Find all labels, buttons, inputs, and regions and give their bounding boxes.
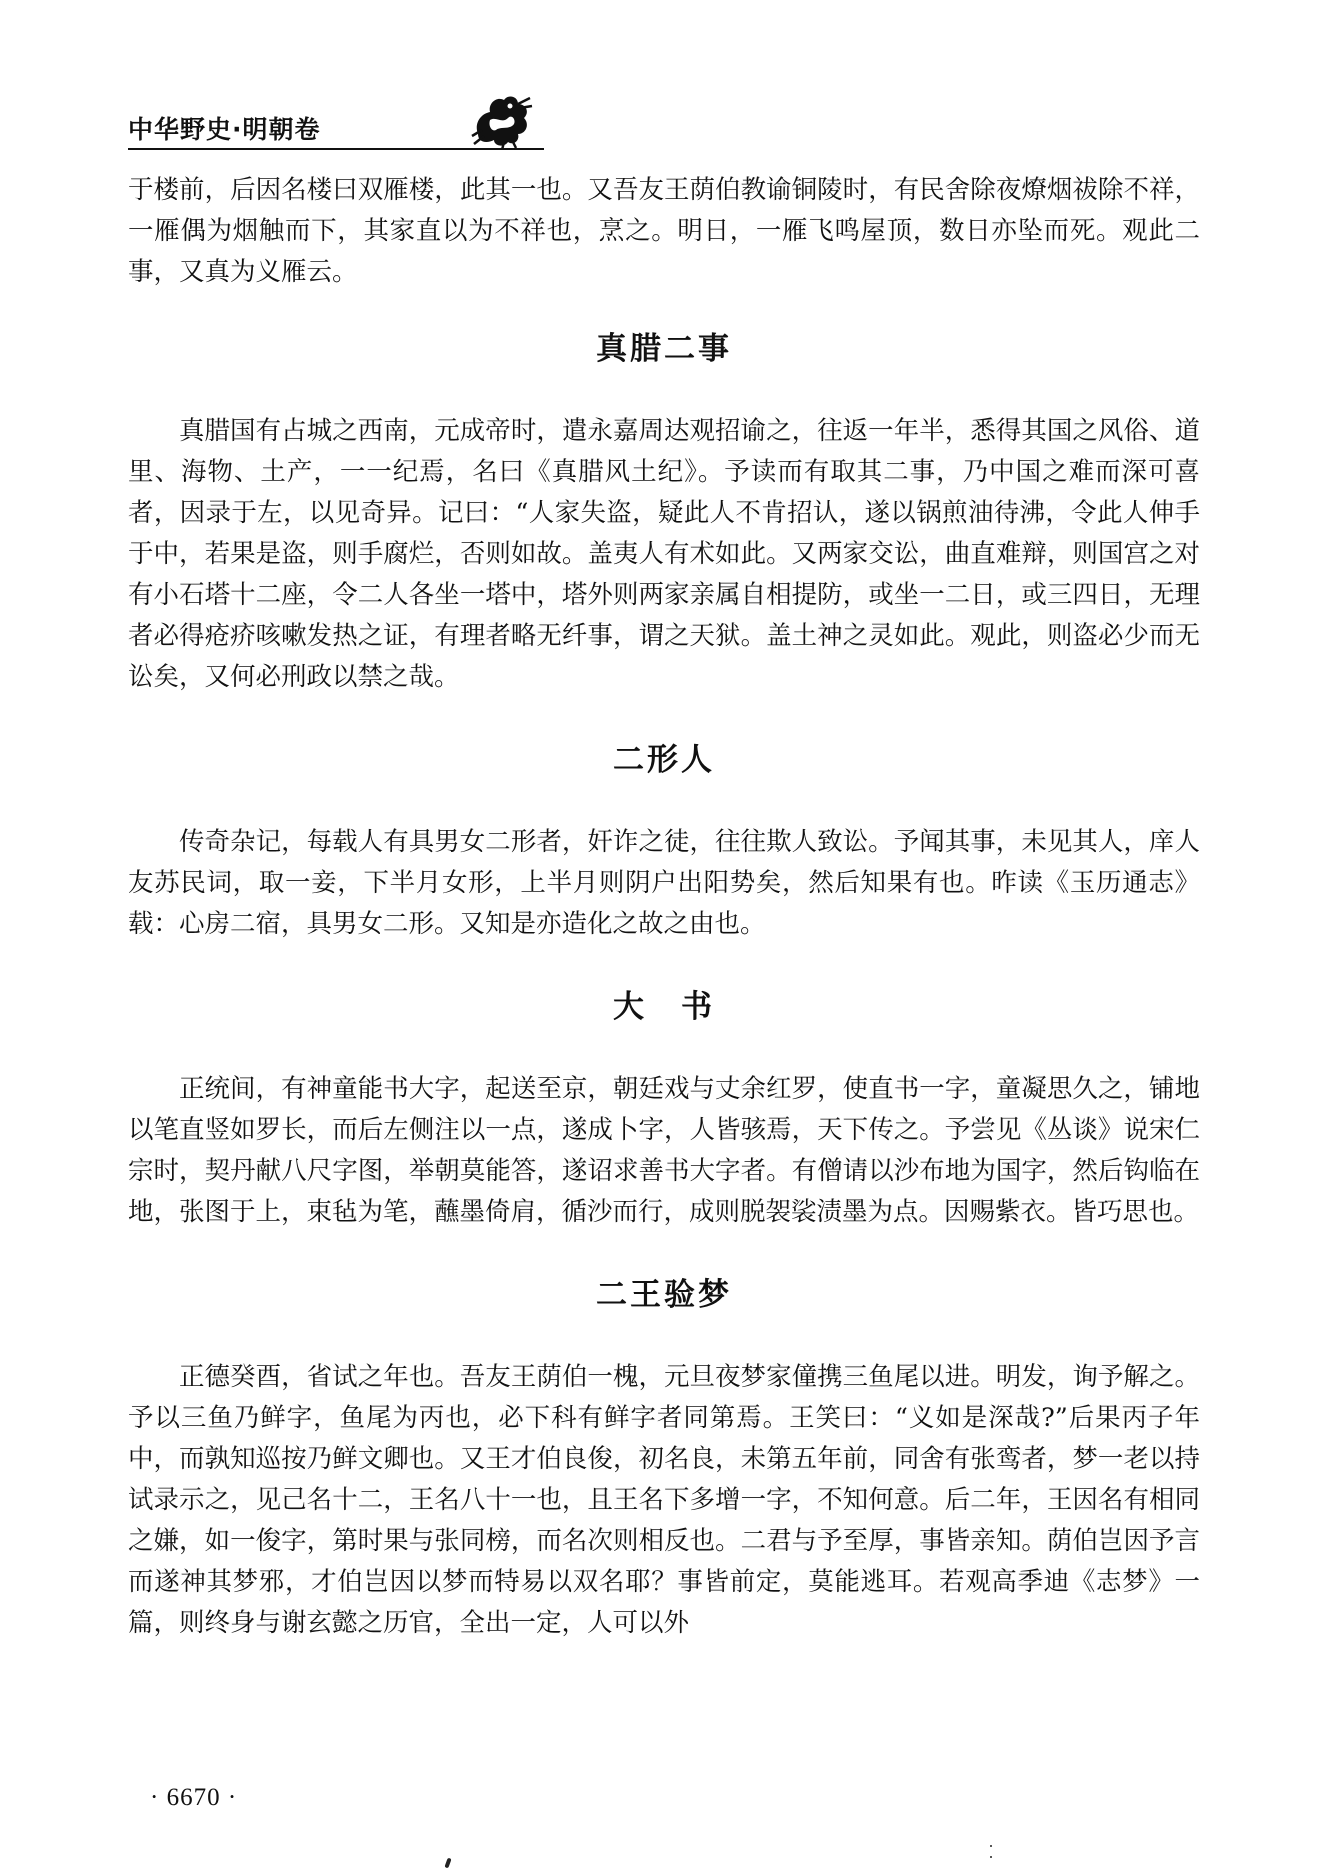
section-title-dashu: 大 书 [613, 989, 715, 1025]
section-text-erxingren: 传奇杂记，每载人有具男女二形者，奸诈之徒，往往欺人致讼。予闻其事，未见其人，庠人友苏民词，取一妾，下半月女形，上半月则阴户出阳势矣，然后知果有也。昨读《玉历通志》载：心房二宿，具男女二形。又知是亦造化之故之由也。 [128, 827, 1200, 939]
section-text-dashu: 正统间，有神童能书大字，起送至京，朝廷戏与丈余红罗，使直书一字，童凝思久之，铺地以笔直竖如罗长，而后左侧注以一点，遂成卜字，人皆骇焉，天下传之。予尝见《丛谈》说宋仁宗时，契丹献八尺字图，举朝莫能答，遂诏求善书大字者。有僧请以沙布地为国字，然后钩临在地，张图于上，束毡为笔，蘸墨倚肩，循沙而行，成则脱袈裟渍墨为点。因赐紫衣。皆巧思也。 [128, 1074, 1200, 1227]
scan-speck [990, 1845, 992, 1847]
section-title-erwang-yanmeng: 二王验梦 [596, 1277, 732, 1313]
dragon-emblem-icon [470, 90, 534, 150]
page-body [128, 170, 1200, 1644]
header-rule [128, 148, 544, 150]
scan-speck [444, 1858, 451, 1869]
running-header-title: 中华野史·明朝卷 [128, 115, 321, 144]
scan-speck [990, 1856, 992, 1858]
running-header [128, 96, 544, 156]
page-number: · 6670 · [150, 1784, 238, 1811]
continued-paragraph: 于楼前，后因名楼曰双雁楼，此其一也。又吾友王荫伯教谕铜陵时，有民舍除夜燎烟祓除不祥，一雁偶为烟触而下，其家直以为不祥也，烹之。明日，一雁飞鸣屋顶，数日亦坠而死。观此二事，又真为义雁云。 [128, 175, 1200, 287]
section-title-erxingren: 二形人 [613, 742, 715, 778]
section-title-zhenla: 真腊二事 [596, 331, 732, 367]
section-text-erwang-yanmeng: 正德癸酉，省试之年也。吾友王荫伯一槐，元旦夜梦家僮携三鱼尾以进。明发，询予解之。予以三鱼乃鲜字，鱼尾为丙也，必下科有鲜字者同第焉。王笑曰：“义如是深哉?”后果丙子年中，而孰知巡按乃鲜文卿也。又王才伯良俊，初名良，未第五年前，同舍有张鸾者，梦一老以持试录示之，见己名十二，王名八十一也，且王名下多增一字，不知何意。后二年，王因名有相同之嫌，如一俊字，第时果与张同榜，而名次则相反也。二君与予至厚，事皆亲知。荫伯岂因予言而遂神其梦邪，才伯岂因以梦而特易以双名耶？事皆前定，莫能逃耳。若观高季迪《志梦》一篇，则终身与谢玄懿之历官，全出一定，人可以外 [128, 1362, 1200, 1638]
section-text-zhenla: 真腊国有占城之西南，元成帝时，遣永嘉周达观招谕之，往返一年半，悉得其国之风俗、道里、海物、土产，一一纪焉，名曰《真腊风土纪》。予读而有取其二事，乃中国之难而深可喜者，因录于左，以见奇异。记曰：“人家失盗，疑此人不肯招认，遂以锅煎油待沸，令此人伸手于中，若果是盗，则手腐烂，否则如故。盖夷人有术如此。又两家交讼，曲直难辩，则国宫之对有小石塔十二座，令二人各坐一塔中，塔外则两家亲属自相提防，或坐一二日，或三四日，无理者必得疮疥咳嗽发热之证，有理者略无纤事，谓之天狱。盖土神之灵如此。观此，则盗必少而无讼矣，又何必刑政以禁之哉。 [128, 416, 1200, 692]
